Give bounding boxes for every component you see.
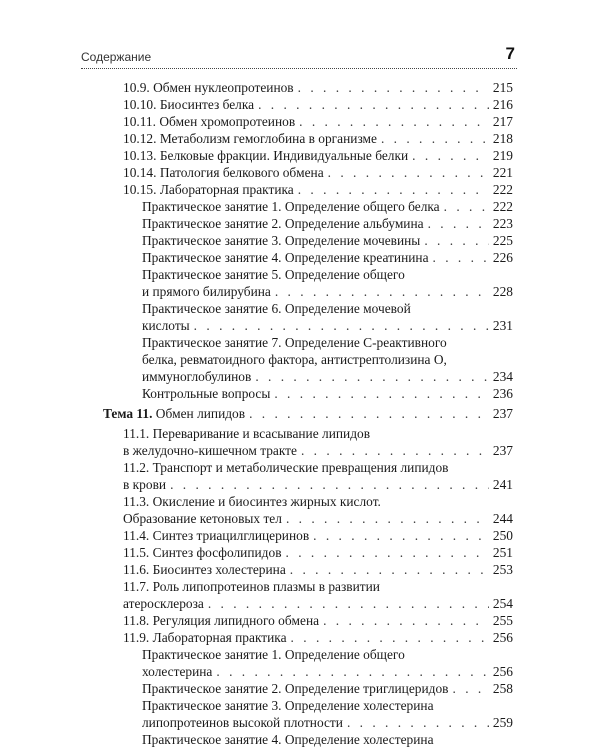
toc-entry-page: 216 [492, 97, 513, 112]
header-divider [81, 68, 517, 69]
toc-entry [142, 317, 513, 334]
toc-entry [142, 663, 513, 680]
toc-entry [123, 527, 513, 544]
leader-dots [381, 130, 489, 147]
toc-entry-page: 251 [492, 545, 513, 560]
leader-dots [299, 113, 489, 130]
leader-dots [298, 181, 489, 198]
toc-entry-title: в желудочно-кишечном тракте [123, 443, 297, 458]
toc-entry-title: 10.14. Патология белкового обмена [123, 165, 324, 180]
toc-entry [142, 232, 513, 249]
toc-entry [142, 714, 513, 731]
toc-entry [123, 510, 513, 527]
toc-entry [123, 595, 513, 612]
toc-entry-page: 223 [492, 216, 513, 231]
leader-dots [433, 249, 489, 266]
leader-dots [428, 215, 489, 232]
toc-entry [142, 283, 513, 300]
toc-entry-line: 11.2. Транспорт и метаболические превращения липидов [123, 460, 449, 475]
toc-entry-page: 258 [492, 681, 513, 696]
toc-entry [123, 612, 513, 629]
toc-entry-title: иммуноглобулинов [142, 369, 252, 384]
toc-entry-line: Практическое занятие 3. Определение холестерина [142, 698, 434, 713]
toc-entry-page: 236 [492, 386, 513, 401]
toc-entry-title: 10.9. Обмен нуклеопротеинов [123, 80, 294, 95]
leader-dots [255, 368, 489, 385]
toc-entry-title: 11.4. Синтез триацилглицеринов [123, 528, 310, 543]
toc-entry-page: 226 [492, 250, 513, 265]
leader-dots [216, 663, 489, 680]
toc-entry-title: Практическое занятие 2. Определение альбумина [142, 216, 424, 231]
toc-entry [123, 147, 513, 164]
toc-entry-page: 256 [492, 664, 513, 679]
toc-entry-line: Практическое занятие 4. Определение холестерина [142, 732, 434, 747]
toc-entry-page: 254 [492, 596, 513, 611]
toc-entry-title: 11.5. Синтез фосфолипидов [123, 545, 282, 560]
toc-entry-title: атеросклероза [123, 596, 204, 611]
toc-entry-page: 218 [492, 131, 513, 146]
toc-entry [123, 629, 513, 646]
toc-entry-title: 10.13. Белковые фракции. Индивидуальные белки [123, 148, 409, 163]
leader-dots [170, 476, 489, 493]
leader-dots [194, 317, 489, 334]
toc-entry-title: 11.9. Лабораторная практика [123, 630, 287, 645]
toc-entry [123, 476, 513, 493]
toc-entry-title: 10.10. Биосинтез белка [123, 97, 255, 112]
running-header [81, 44, 517, 72]
toc-entry [123, 96, 513, 113]
leader-dots [328, 164, 489, 181]
topic-label: Тема 11. [103, 406, 153, 421]
toc-entry-page: 253 [492, 562, 513, 577]
toc-entry-title: 11.8. Регуляция липидного обмена [123, 613, 320, 628]
toc-entry-page: 250 [492, 528, 513, 543]
toc-entry-title: 11.6. Биосинтез холестерина [123, 562, 286, 577]
header-page-number: 7 [505, 44, 515, 63]
toc-entry-title: Практическое занятие 4. Определение креатинина [142, 250, 429, 265]
toc-entry-page: 244 [492, 511, 513, 526]
toc-entry-page: 217 [492, 114, 513, 129]
toc-entry [123, 561, 513, 578]
toc-entry-title: Практическое занятие 1. Определение общего белка [142, 199, 440, 214]
toc-entry-page: 237 [492, 443, 513, 458]
toc-entry-title: 10.12. Метаболизм гемоглобина в организме [123, 131, 377, 146]
leader-dots [424, 232, 489, 249]
toc-entry [142, 215, 513, 232]
leader-dots [286, 544, 489, 561]
leader-dots [274, 385, 489, 402]
leader-dots [412, 147, 489, 164]
toc-entry-title: Образование кетоновых тел [123, 511, 282, 526]
toc-entry [123, 164, 513, 181]
toc-entry-page: 219 [492, 148, 513, 163]
leader-dots [286, 510, 489, 527]
toc-entry [123, 79, 513, 96]
toc-entry-line: Практическое занятие 5. Определение общего [142, 267, 405, 282]
toc-entry [142, 249, 513, 266]
leader-dots [258, 96, 489, 113]
toc-entry-page: 241 [492, 477, 513, 492]
leader-dots [290, 561, 489, 578]
toc-entry-line: 11.7. Роль липопротеинов плазмы в развитии [123, 579, 380, 594]
toc-entry-line: 11.3. Окисление и биосинтез жирных кислот. [123, 494, 381, 509]
toc-entry-line: Практическое занятие 7. Определение С-реактивного [142, 335, 447, 350]
toc-entry [142, 198, 513, 215]
toc-entry-page: 222 [492, 182, 513, 197]
toc-entry-page: 225 [492, 233, 513, 248]
toc-entry [123, 181, 513, 198]
leader-dots [444, 198, 489, 215]
toc-entry [142, 368, 513, 385]
toc-topic [103, 405, 513, 422]
toc-entry-title: 10.11. Обмен хромопротеинов [123, 114, 296, 129]
toc-entry-page: 231 [492, 318, 513, 333]
toc-entry-page: 259 [492, 715, 513, 730]
toc-entry-title: липопротеинов высокой плотности [142, 715, 343, 730]
toc-entry-page: 255 [492, 613, 513, 628]
toc-entry-title: Практическое занятие 3. Определение мочевины [142, 233, 421, 248]
toc-topic-title [103, 405, 245, 422]
toc-entry-title: кислоты [142, 318, 190, 333]
toc-entry-page: 215 [492, 80, 513, 95]
toc-entry-page: 221 [492, 165, 513, 180]
toc-entry [123, 544, 513, 561]
leader-dots [298, 79, 489, 96]
toc-entry [123, 130, 513, 147]
leader-dots [453, 680, 489, 697]
toc-entry-title: и прямого билирубина [142, 284, 271, 299]
toc-entry-line: белка, ревматоидного фактора, антистрептолизина О, [142, 352, 447, 367]
toc-entry-line: Практическое занятие 1. Определение общего [142, 647, 405, 662]
leader-dots [301, 442, 489, 459]
leader-dots [208, 595, 489, 612]
leader-dots [347, 714, 489, 731]
leader-dots [313, 527, 489, 544]
toc-entry-page: 237 [492, 406, 513, 421]
toc-entry [142, 385, 513, 402]
leader-dots [323, 612, 489, 629]
toc-entry [123, 113, 513, 130]
toc-entry-page: 228 [492, 284, 513, 299]
toc-entry-line: Практическое занятие 6. Определение мочевой [142, 301, 411, 316]
toc-entry-line: 11.1. Переваривание и всасывание липидов [123, 426, 371, 441]
toc-entry-title: 10.15. Лабораторная практика [123, 182, 294, 197]
toc-entry-page: 222 [492, 199, 513, 214]
toc-entry [142, 680, 513, 697]
toc-entry-page: 256 [492, 630, 513, 645]
toc-entry-title: Контрольные вопросы [142, 386, 271, 401]
toc-entry-page: 234 [492, 369, 513, 384]
leader-dots [275, 283, 489, 300]
toc-entry-title: в крови [123, 477, 167, 492]
topic-name: Обмен липидов [152, 406, 246, 421]
toc-entry-title: Практическое занятие 2. Определение триглицеридов [142, 681, 449, 696]
leader-dots [291, 629, 489, 646]
leader-dots [249, 405, 489, 422]
header-title: Содержание [81, 50, 152, 64]
toc-entry-title: холестерина [142, 664, 213, 679]
toc-entry [123, 442, 513, 459]
